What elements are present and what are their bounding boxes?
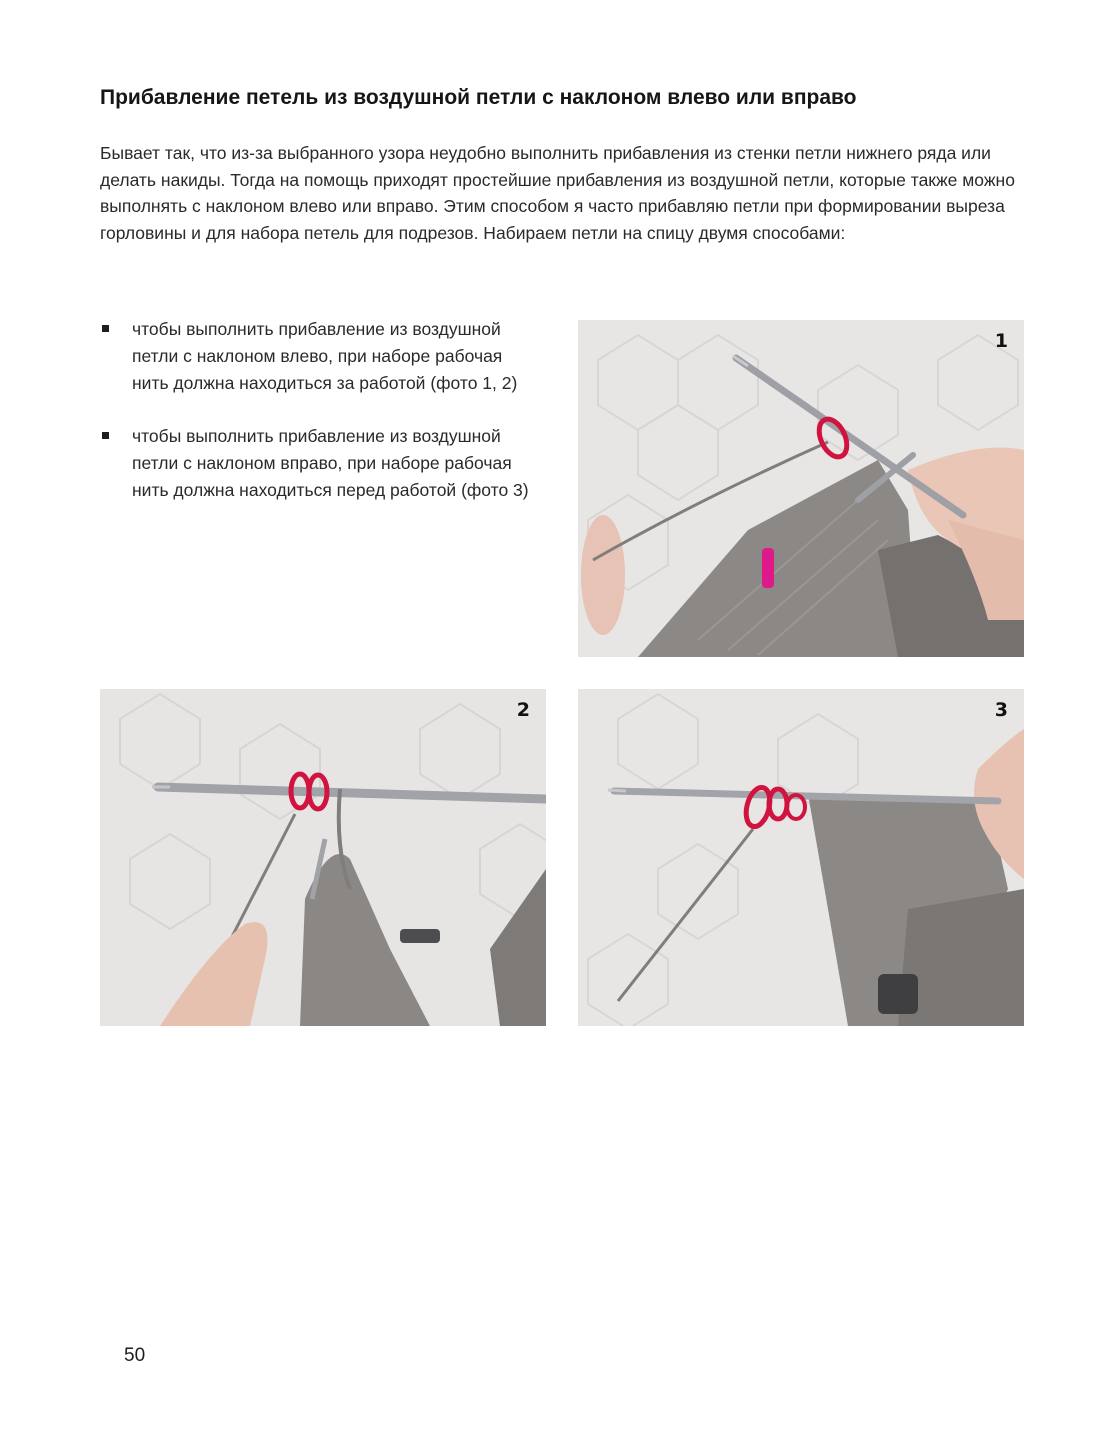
photo-3 [578,689,1024,1026]
photo-number: 1 [994,330,1008,352]
bullet-list [100,316,540,530]
knitting-photo-icon [100,689,546,1026]
page-number: 50 [124,1345,146,1366]
square-bullet-icon [102,325,109,332]
page-title: Прибавление петель из воздушной петли с наклоном влево или вправо [100,86,857,109]
bullet-text: чтобы выполнить прибавление из воздушной петли с наклоном вправо, при наборе рабочая нить должна находиться перед работой (фото 3) [132,426,529,500]
square-bullet-icon [102,432,109,439]
knitting-photo-icon [578,689,1024,1026]
photo-number: 2 [516,699,530,721]
photo-1 [578,320,1024,657]
bullet-item-left-slant [100,316,540,397]
bullet-item-right-slant [100,423,540,504]
photo-2 [100,689,546,1026]
knitting-photo-icon [578,320,1024,657]
bullet-text: чтобы выполнить прибавление из воздушной петли с наклоном влево, при наборе рабочая нить должна находиться за работой (фото 1, 2) [132,319,518,393]
photo-number: 3 [994,699,1008,721]
intro-paragraph: Бывает так, что из-за выбранного узора неудобно выполнить прибавления из стенки петли нижнего ряда или делать накиды. Тогда на помощь приходят простейшие прибавления из воздушной петли, которые также можно выполнять с наклоном влево или вправо. Этим способом я часто прибавляю петли при формировании выреза горловины и для набора петель для подрезов. Набираем петли на спицу двумя способами: [100,143,1015,243]
